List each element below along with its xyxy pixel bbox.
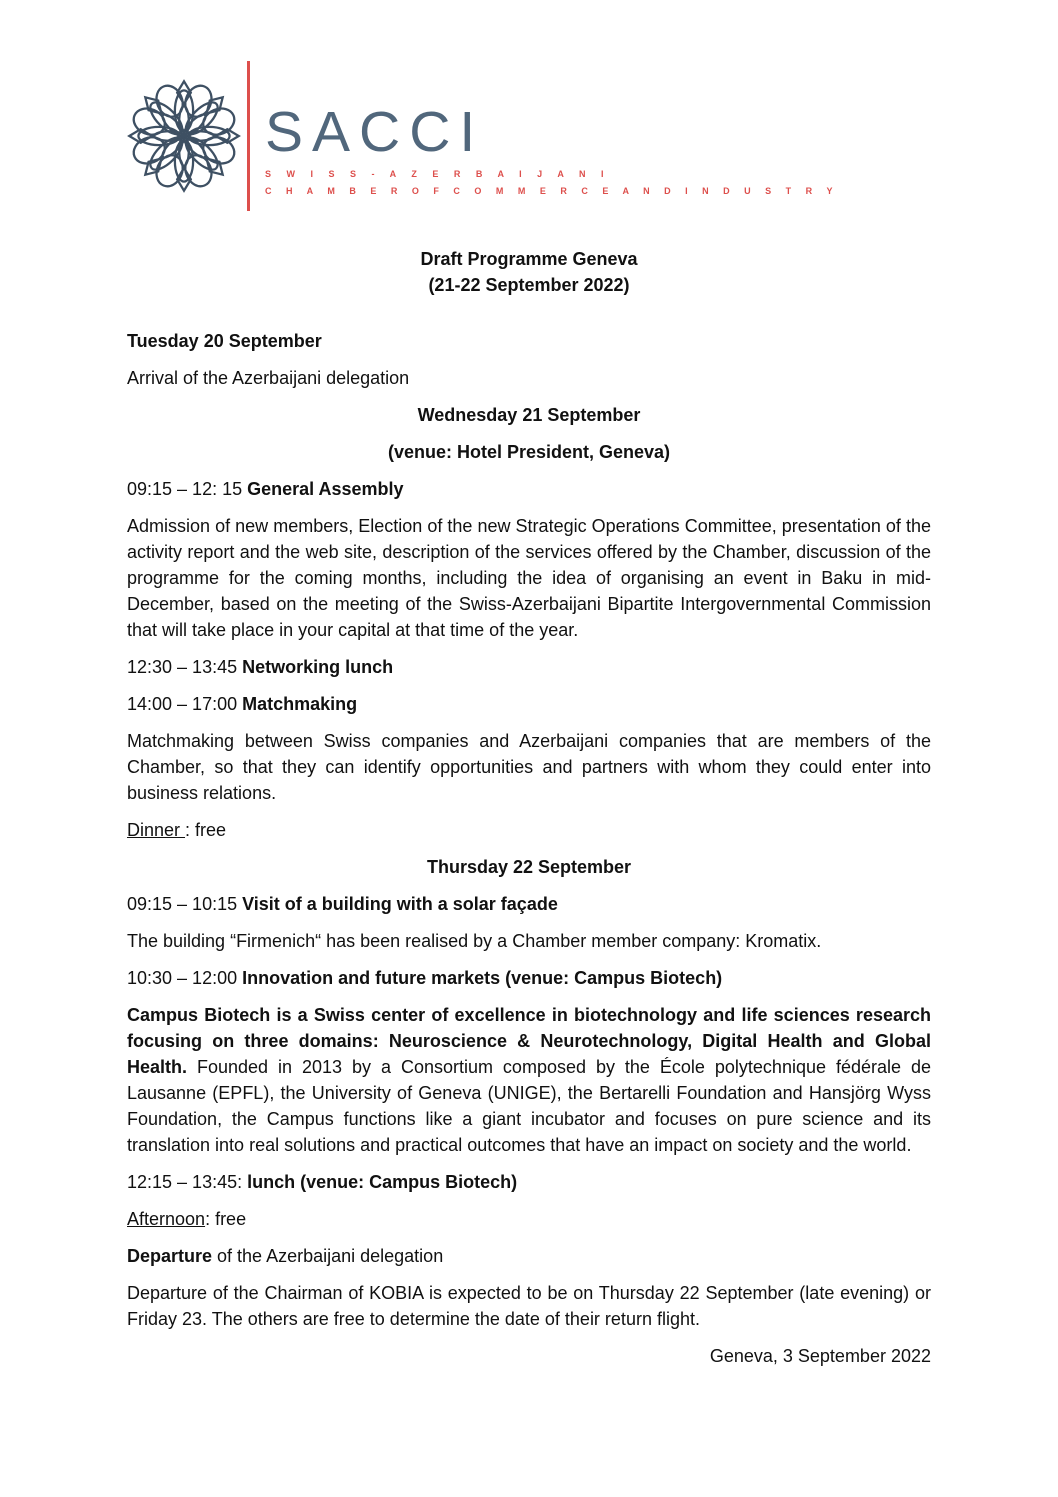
departure-label: Departure	[127, 1246, 213, 1266]
departure-line	[127, 1243, 931, 1269]
campus-biotech-bold-text: Campus Biotech is a Swiss center of excellence in biotechnology and life sciences research focusing on three domains: Neuroscience & Neurotechnology, Digital Health and Global Health.	[127, 1005, 931, 1077]
dinner-value: : free	[185, 820, 227, 840]
logo-subtitle-chamber: C H A M B E R O F C O M M E R C E A N D I N D U S T R Y	[265, 186, 839, 196]
wednesday-venue: (venue: Hotel President, Geneva)	[387, 442, 671, 462]
heading-thursday: Thursday 22 September	[426, 857, 632, 877]
campus-biotech-description	[127, 1002, 931, 1158]
logo-text	[265, 76, 839, 196]
logo-subtitle-swiss-azerbaijani: S W I S S - A Z E R B A I J A N I	[265, 169, 611, 179]
sacci-logo	[127, 60, 931, 212]
time-range: 14:00 – 17:00	[127, 694, 243, 714]
matchmaking-description: Matchmaking between Swiss companies and Azerbaijani companies that are members of the Chamber, so that they can identify opportunities and partners with whom they could enter into business relations.	[127, 731, 931, 803]
signoff-date: Geneva, 3 September 2022	[709, 1346, 931, 1366]
departure-rest: of the Azerbaijani delegation	[212, 1246, 444, 1266]
schedule-item-general-assembly	[127, 476, 931, 502]
time-range: 12:30 – 13:45	[127, 657, 243, 677]
departure-details: Departure of the Chairman of KOBIA is expected to be on Thursday 22 September (late evening) or Friday 23. The others are free to determine the date of their return flight.	[127, 1283, 931, 1329]
time-range: 09:15 – 10:15	[127, 894, 243, 914]
afternoon-note	[127, 1206, 931, 1232]
time-range: 10:30 – 12:00	[127, 968, 243, 988]
time-range: 09:15 – 12: 15	[127, 479, 248, 499]
event-title: Innovation and future markets (venue: Campus Biotech)	[242, 968, 723, 988]
title-line-2: (21-22 September 2022)	[428, 275, 630, 295]
event-title: Matchmaking	[242, 694, 358, 714]
solar-facade-description: The building “Firmenich“ has been realised by a Chamber member company: Kromatix.	[127, 931, 822, 951]
logo-acronym: SACCI	[265, 100, 485, 164]
afternoon-label: Afternoon	[127, 1209, 206, 1229]
dinner-label: Dinner	[127, 820, 186, 840]
general-assembly-description: Admission of new members, Election of the new Strategic Operations Committee, presentation of the activity report and the web site, description of the services offered by the Chamber, discussion of the programme for the coming months, including the idea of organising an event in Baku in mid-December, based on the meeting of the Swiss-Azerbaijani Bipartite Intergovernmental Commission that will take place in your capital at that time of the year.	[127, 516, 931, 640]
heading-tuesday: Tuesday 20 September	[127, 331, 322, 351]
time-range: 12:15 – 13:45:	[127, 1172, 248, 1192]
dinner-note	[127, 817, 931, 843]
schedule-item-networking-lunch	[127, 654, 931, 680]
title-line-1: Draft Programme Geneva	[420, 249, 638, 269]
schedule-item-matchmaking	[127, 691, 931, 717]
logo-divider	[247, 61, 250, 211]
tuesday-arrival-text: Arrival of the Azerbaijani delegation	[127, 368, 410, 388]
schedule-item-innovation	[127, 965, 931, 991]
schedule-item-lunch-campus	[127, 1169, 931, 1195]
schedule-item-solar-facade-visit	[127, 891, 931, 917]
programme-document	[127, 246, 931, 1369]
afternoon-value: : free	[205, 1209, 247, 1229]
heading-wednesday: Wednesday 21 September	[417, 405, 641, 425]
document-title	[127, 246, 931, 298]
event-title: lunch (venue: Campus Biotech)	[247, 1172, 518, 1192]
event-title: Networking lunch	[242, 657, 394, 677]
rosette-emblem-icon	[127, 79, 241, 193]
event-title: Visit of a building with a solar façade	[242, 894, 558, 914]
campus-biotech-regular-text: Founded in 2013 by a Consortium composed by the École polytechnique fédérale de Lausanne (EPFL), the University of Geneva (UNIGE), the Bertarelli Foundation and Hansjörg Wyss Foundation, the Campus functions like a giant incubator and focuses on pure science and its translation into real solutions and practical outcomes that have an impact on society and the world.	[127, 1057, 931, 1155]
event-title: General Assembly	[247, 479, 404, 499]
